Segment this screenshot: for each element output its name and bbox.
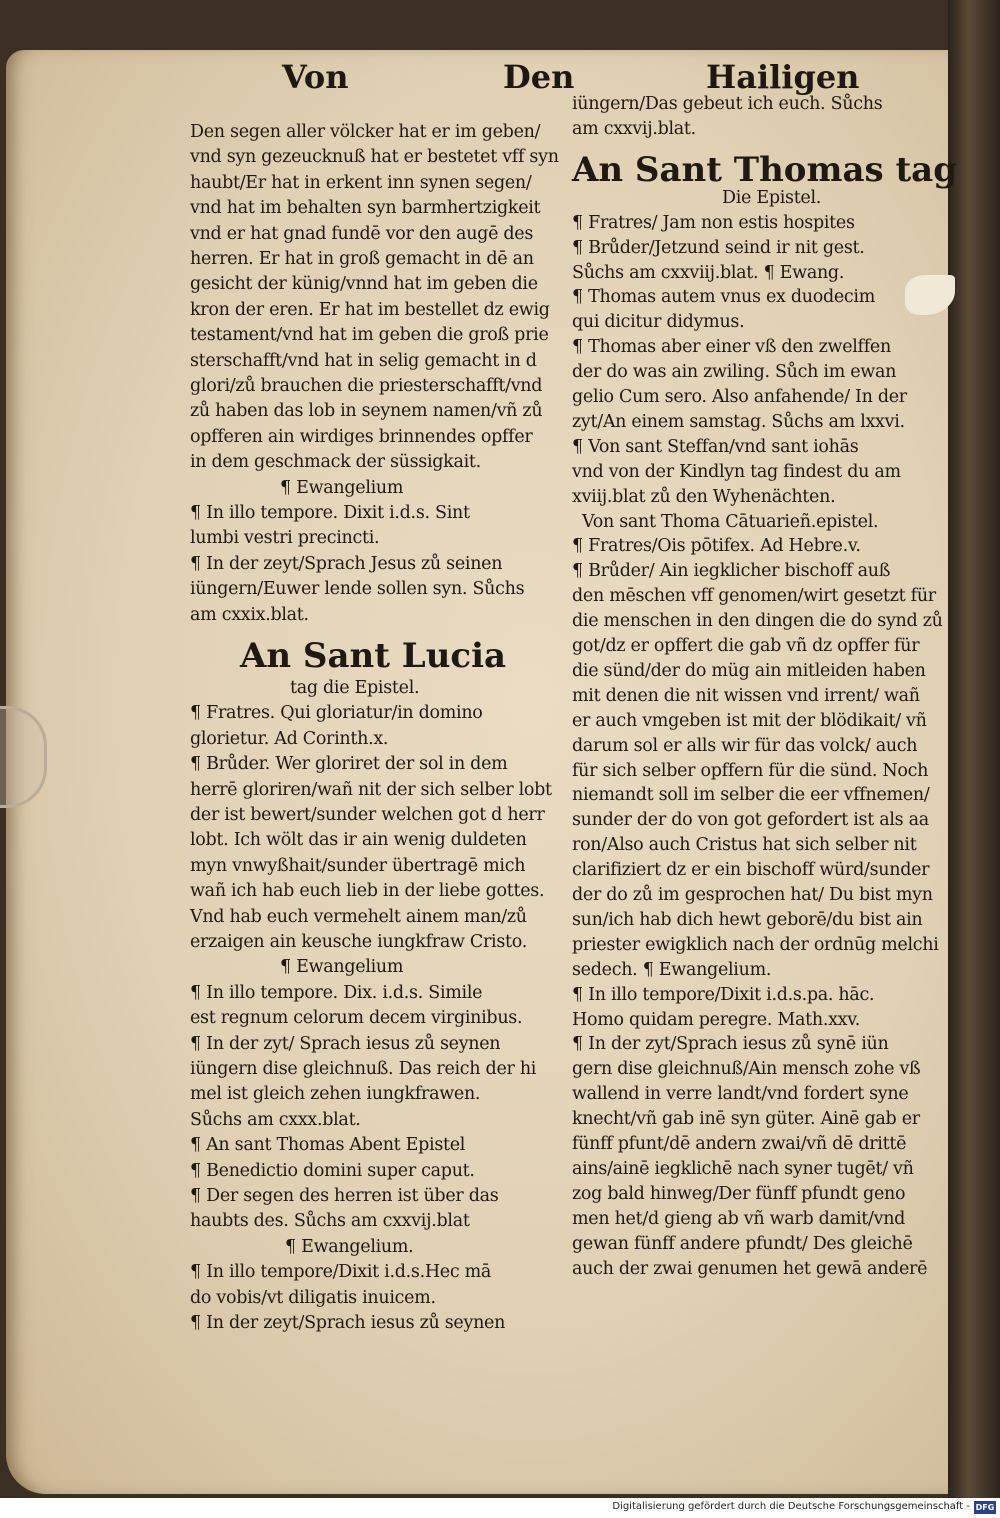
text-line: den mēschen vff genomen/wirt gesetzt für [572,586,936,607]
text-line: gelio Cum sero. Also anfahende/ In der [572,387,907,407]
text-line: der ist bewert/sunder welchen got d herr [190,805,545,825]
text-line: clarifiziert dz er ein bischoff würd/sunder [572,860,930,881]
text-line: do vobis/vt diligatis inuicem. [190,1287,436,1308]
running-head-center: Den [503,58,575,96]
text-line: ¶ Ewangelium [280,957,404,978]
text-line: gesicht der künig/vnnd hat im geben die [190,274,538,295]
footer-credit: Digitalisierung gefördert durch die Deutsche Forschungsgemeinschaft - [612,1501,970,1512]
text-line: gern dise gleichnuß/Ain mensch zohe vß [572,1059,921,1080]
text-line: zyt/An einem samstag. Sůchs am lxxvi. [572,411,905,432]
text-line: vnd von der Kindlyn tag findest du am [572,461,901,482]
text-line: ¶ Brůder/ Ain iegklicher bischoff auß [572,561,891,582]
text-line: ¶ Thomas autem vnus ex duodecim [572,287,876,308]
text-line: myn vnwyßhait/sunder übertragē mich [190,855,526,876]
text-line: darum sol er alls wir für das volck/ auch [572,735,918,756]
text-line: ¶ Benedictio domini super caput. [190,1160,475,1181]
text-line: glori/zů brauchen die priesterschafft/vnd [190,376,543,396]
text-line: ¶ In illo tempore/Dixit i.d.s.Hec mā [190,1262,492,1283]
text-line: Sůchs am cxxviij.blat. ¶ Ewang. [572,262,845,283]
text-line: ¶ Brůder/Jetzund seind ir nit gest. [572,237,865,258]
text-line: ¶ Brůder. Wer gloriret der sol in dem [190,754,508,775]
text-line: ¶ Ewangelium [280,477,404,498]
text-line: ¶ Der segen des herren ist über das [190,1186,499,1206]
text-line: ¶ Fratres. Qui gloriatur/in domino [190,703,483,724]
text-line: sunder der do von got gefordert ist als aa [572,810,929,831]
text-line: ains/ainē iegklichē nach syner tugēt/ vñ [572,1158,914,1179]
text-line: ¶ Fratres/ Jam non estis hospites [572,212,855,233]
text-line: lumbi vestri precincti. [190,528,380,549]
text-line: opfferen ain wirdiges brinnendes opffer [190,426,533,447]
text-line: sun/ich hab dich hewt geborē/du bist ain [572,909,923,930]
text-line: ¶ Fratres/Ois pōtifex. Ad Hebre.v. [572,536,861,557]
text-line: glorietur. Ad Corinth.x. [190,728,389,749]
text-line: auch der zwai genumen het gewā anderē [572,1258,928,1279]
text-line: der do was ain zwiling. Sůch im ewan [572,362,897,383]
text-line: iüngern/Euwer lende sollen syn. Sůchs [190,579,525,600]
text-line: ron/Also auch Cristus hat sich selber nit [572,835,917,856]
text-line: die sünd/der do müg ain mitleiden haben [572,660,926,681]
text-line: ¶ Ewangelium. [285,1236,414,1257]
section-heading: An Sant Lucia [240,636,507,676]
text-line: niemandt soll im selber die eer vffnemen/ [572,785,930,806]
text-line: die menschen in den dingen die do synd zů [572,611,943,632]
text-line: ¶ In illo tempore. Dix. i.d.s. Simile [190,982,483,1003]
text-line: haubt/Er hat in erkent inn synen segen/ [190,172,532,193]
text-line: vnd syn gezeucknuß hat er bestetet vff syn [190,147,559,168]
text-line: ¶ An sant Thomas Abent Epistel [190,1135,466,1156]
text-line: wañ ich hab euch lieb in der liebe gottes. [190,881,545,902]
text-line: fünff pfunt/dē andern zwai/vñ dē drittē [572,1134,907,1154]
text-line: iüngern/Das gebeut ich euch. Sůchs [572,94,883,114]
section-heading: An Sant Thomas tag [572,149,957,190]
text-line: Von sant Thoma Cātuarieñ.epistel. [582,511,879,532]
text-line: am cxxvij.blat. [572,118,696,139]
text-line: est regnum celorum decem virginibus. [190,1008,523,1029]
text-line: testament/vnd hat im geben die groß prie [190,325,549,346]
text-line: qui dicitur didymus. [572,312,745,333]
text-line: knecht/vñ gab inē syn güter. Ainē gab er [572,1109,920,1130]
text-line: der do zů im gesprochen hat/ Du bist myn [572,885,933,905]
text-line: er auch vmgeben ist mit der blödikait/ vñ [572,710,927,731]
running-head-left: Von [282,58,349,96]
text-line: mit denen die nit wissen vnd irrent/ wañ [572,685,920,706]
text-line: ¶ Von sant Steffan/vnd sant iohās [572,436,859,457]
text-line: wallend in verre landt/vnd fordert syne [572,1084,909,1105]
text-line: gewan fünff andere pfundt/ Des gleichē [572,1233,913,1254]
text-line: mel ist gleich zehen iungkfrawen. [190,1084,481,1105]
text-line: priester ewigklich nach der ordnūg melchi [572,934,939,955]
text-line: ¶ In der zyt/Sprach iesus zů synē iün [572,1034,889,1055]
text-line: kron der eren. Er hat im bestellet dz ewig [190,299,550,320]
dfg-logo: DFG [975,1503,995,1512]
text-line: tag die Epistel. [290,678,420,698]
footer [0,1498,1000,1518]
text-line: sterschafft/vnd hat in selig gemacht in d [190,350,537,371]
text-line: erzaigen ain keusche iungkfraw Cristo. [190,932,527,952]
page-edge [948,0,1000,1498]
text-line: Vnd hab euch vermehelt ainem man/zů [190,906,527,927]
text-line: xviij.blat zů den Wyhenächten. [572,486,836,507]
text-line: got/dz er opffert die gab vñ dz opffer für [572,636,920,656]
text-line: Sůchs am cxxx.blat. [190,1109,361,1130]
text-line: ¶ In der zeyt/Sprach iesus zů seynen [190,1313,506,1333]
text-line: men het/d gieng ab vñ warb damit/vnd [572,1208,906,1229]
running-head-right: Hailigen [706,58,860,96]
text-line: iüngern dise gleichnuß. Das reich der hi [190,1059,537,1079]
text-line: lobt. Ich wölt das ir ain wenig duldeten [190,830,527,851]
text-line: zog bald hinweg/Der fünff pfundt geno [572,1183,906,1204]
text-line: sedech. ¶ Ewangelium. [572,959,772,980]
text-line: Homo quidam peregre. Math.xxv. [572,1009,861,1030]
text-line: für sich selber opffern für die sünd. Noch [572,760,929,781]
text-line: herren. Er hat in groß gemacht in dē an [190,249,534,269]
text-line: haubts des. Sůchs am cxxvij.blat [190,1211,470,1232]
text-line: vnd hat im behalten syn barmhertzigkeit [190,198,541,219]
text-line: ¶ In illo tempore. Dixit i.d.s. Sint [190,503,470,523]
text-line: ¶ Thomas aber einer vß den zwelffen [572,337,891,358]
text-line: zů haben das lob in seynem namen/vñ zů [190,401,543,422]
text-line: herrē gloriren/wañ nit der sich selber lobt [190,779,552,800]
text-line: ¶ In der zeyt/Sprach Jesus zů seinen [190,553,503,574]
text-line: Die Epistel. [722,187,822,208]
text-line: in dem geschmack der süssigkait. [190,452,481,473]
text-line: ¶ In der zyt/ Sprach iesus zů seynen [190,1033,501,1054]
text-line: vnd er hat gnad fundē vor den augē des [190,223,534,244]
text-line: am cxxix.blat. [190,604,309,625]
text-line: Den segen aller völcker hat er im geben/ [190,122,541,142]
text-line: ¶ In illo tempore/Dixit i.d.s.pa. hāc. [572,984,875,1005]
